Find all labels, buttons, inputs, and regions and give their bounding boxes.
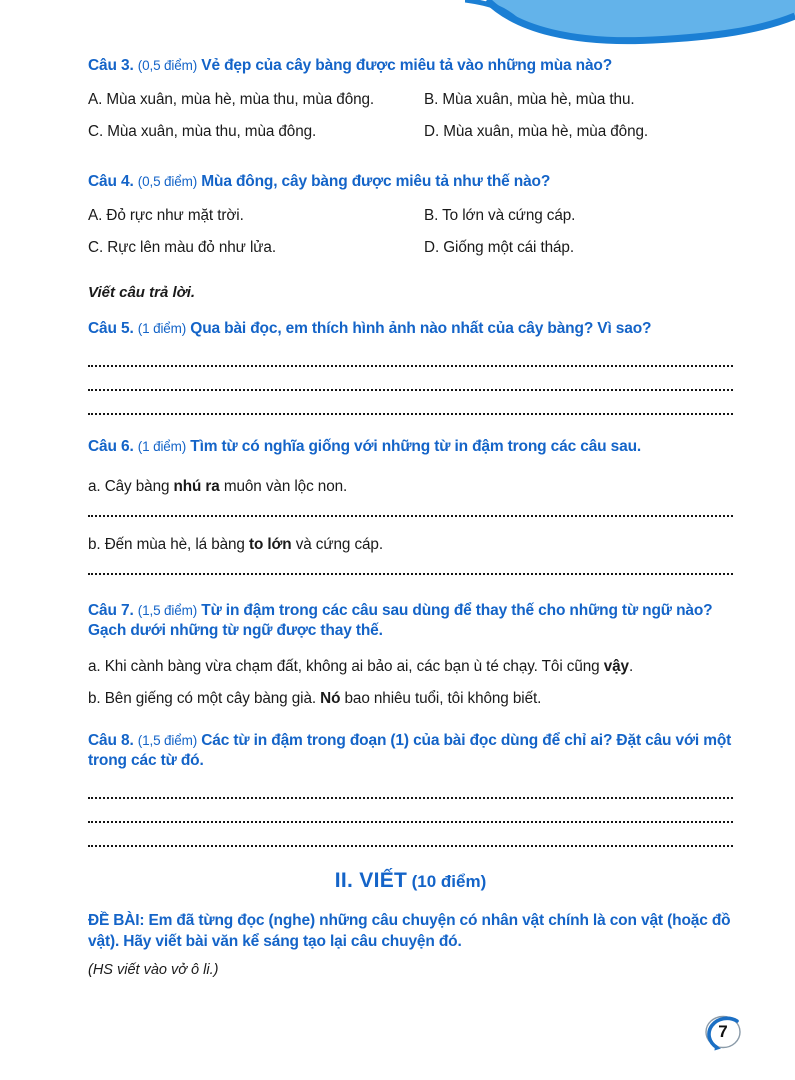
question-label: Câu 3. [88, 57, 134, 74]
question-points: (1,5 điểm) [137, 732, 198, 748]
item-text-suffix: . [628, 658, 634, 676]
question-prompt-line2: một trong các từ đó. [88, 731, 732, 769]
item-text-bold: to lớn [248, 535, 292, 553]
question-label: Câu 6. [88, 437, 134, 455]
option-c[interactable]: C. Mùa xuân, mùa thu, mùa đông. [88, 123, 317, 141]
de-bai-line2: (hoặc đồ vật). Hãy viết bài văn kể sáng tạo lại câu chuyện đó. [88, 912, 731, 950]
section-title: II. VIẾT [334, 869, 408, 893]
option-row [88, 238, 733, 258]
question-prompt-line1: Từ in đậm trong các câu sau dùng để thay thế cho những từ ngữ [201, 601, 672, 619]
item-text-bold: vậy [603, 658, 629, 676]
item-text-prefix: a. Cây bàng [88, 478, 174, 496]
option-row [88, 90, 733, 110]
top-wave-decoration [465, 0, 795, 62]
question-points: (1 điểm) [137, 320, 187, 336]
option-b[interactable]: B. Mùa xuân, mùa hè, mùa thu. [424, 91, 635, 109]
question-label: Câu 4. [88, 172, 134, 190]
question-heading-cau6 [88, 437, 733, 457]
item-text-prefix: b. Đến mùa hè, lá bàng [88, 535, 249, 553]
question-label: Câu 7. [88, 601, 134, 619]
item-text-bold: Nó [320, 689, 341, 707]
question-prompt: Tìm từ có nghĩa giống với những từ in đậm trong các câu sau. [190, 437, 642, 455]
question-heading-cau3 [88, 56, 733, 76]
question-prompt-line2: nào? Gạch dưới những từ ngữ được thay thế. [88, 601, 713, 639]
item-text-suffix: bao nhiêu tuổi, tôi không biết. [340, 689, 542, 707]
cau7-item-b [88, 689, 733, 709]
item-text-prefix: a. Khi cành bàng vừa chạm đất, không ai bảo ai, các bạn ù té chạy. Tôi cũng [88, 658, 604, 676]
cau6-item-a [88, 477, 733, 497]
question-heading-cau8 [88, 731, 733, 771]
section-points: (10 điểm) [411, 872, 487, 892]
page-number-badge [701, 1012, 753, 1058]
section-heading-viet [88, 869, 733, 893]
question-heading-cau7 [88, 601, 733, 641]
item-text-bold: nhú ra [173, 478, 220, 496]
option-a[interactable]: A. Mùa xuân, mùa hè, mùa thu, mùa đông. [88, 91, 375, 109]
option-d[interactable]: D. Giống một cái tháp. [424, 238, 574, 256]
de-bai-note: (HS viết vào vở ô li.) [88, 962, 219, 979]
question-points: (0,5 điểm) [137, 58, 198, 73]
question-points: (1 điểm) [137, 438, 187, 454]
question-points: (1,5 điểm) [137, 602, 198, 618]
question-label: Câu 8. [88, 731, 134, 749]
de-bai-label: ĐỀ BÀI: [88, 912, 145, 930]
write-answer-note: Viết câu trả lời. [88, 283, 196, 301]
wave-light-fill [487, 0, 795, 41]
option-row [88, 206, 733, 226]
de-bai-line1: Em đã từng đọc (nghe) những câu chuyện có nhân vật chính là con vật [144, 912, 663, 930]
wave-dark-stroke [487, 0, 795, 41]
cau6-item-b [88, 535, 733, 555]
wave-tail-stroke [465, 0, 517, 20]
content-column [88, 56, 733, 978]
page-number-text: 7 [718, 1022, 728, 1041]
question-heading-cau4 [88, 172, 733, 192]
question-prompt: Qua bài đọc, em thích hình ảnh nào nhất của cây bàng? Vì sao? [190, 319, 652, 337]
de-bai-prompt [88, 911, 733, 952]
item-text-prefix: b. Bên giếng có một cây bàng già. [88, 689, 321, 707]
item-text-suffix: và cứng cáp. [291, 535, 383, 553]
option-c[interactable]: C. Rực lên màu đỏ như lửa. [88, 238, 276, 256]
cau7-item-a [88, 657, 733, 677]
option-row [88, 122, 733, 142]
option-a[interactable]: A. Đỏ rực như mặt trời. [88, 207, 244, 225]
option-b[interactable]: B. To lớn và cứng cáp. [424, 207, 576, 225]
question-prompt: Vẻ đẹp của cây bàng được miêu tả vào những mùa nào? [201, 57, 613, 74]
question-points: (0,5 điểm) [137, 173, 198, 189]
option-d[interactable]: D. Mùa xuân, mùa hè, mùa đông. [424, 123, 649, 141]
item-text-suffix: muôn vàn lộc non. [219, 478, 348, 496]
question-label: Câu 5. [88, 319, 134, 337]
question-prompt-line1: Các từ in đậm trong đoạn (1) của bài đọc dùng để chỉ ai? Đặt câu với [201, 731, 700, 749]
question-heading-cau5 [88, 319, 733, 339]
question-prompt: Mùa đông, cây bàng được miêu tả như thế nào? [201, 172, 551, 190]
